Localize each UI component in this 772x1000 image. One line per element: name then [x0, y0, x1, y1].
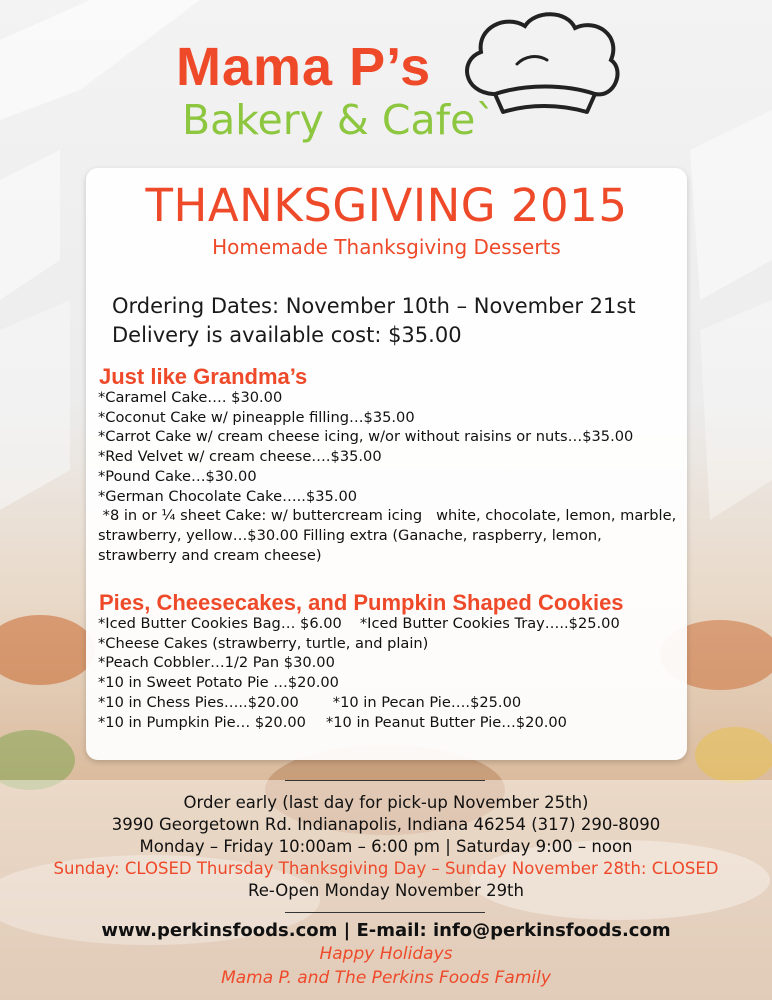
business-hours: Monday – Friday 10:00am – 6:00 pm | Saturday 9:00 – noon — [139, 837, 633, 856]
list-item: *8 in or ¼ sheet Cake: w/ buttercream icing white, chocolate, lemon, marble, strawberry, yellow…$30.00 Filling extra (Ganache, raspberry, lemon, strawberry and cream cheese) — [98, 507, 681, 564]
list-item-text: *Peach Cobbler…1/2 Pan $30.00 — [98, 654, 335, 672]
list-item: *Red Velvet w/ cream cheese….$35.00 — [98, 448, 382, 466]
list-item — [98, 693, 678, 713]
list-item-text: *10 in Sweet Potato Pie …$20.00 — [98, 674, 339, 692]
list-item — [98, 673, 678, 693]
list-item-text: *10 in Chess Pies…..$20.00 — [98, 693, 299, 711]
brand-header — [0, 0, 772, 165]
list-item-text: *Cheese Cakes (strawberry, turtle, and plain) — [98, 634, 429, 652]
list-item-text: *Iced Butter Cookies Tray…..$25.00 — [359, 615, 620, 632]
section-heading-pies: Pies, Cheesecakes, and Pumpkin Shaped Cookies — [99, 590, 624, 615]
greeting: Happy Holidays — [319, 944, 453, 964]
address: 3990 Georgetown Rd. Indianapolis, Indiana 46254 (317) 290-8090 — [111, 815, 661, 834]
divider — [285, 912, 485, 913]
list-item: *Caramel Cake…. $30.00 — [98, 389, 283, 406]
signature: Mama P. and The Perkins Foods Family — [221, 968, 551, 988]
list-item-text: *Iced Butter Cookies Bag… $6.00 — [98, 615, 342, 632]
list-item-text: *10 in Pecan Pie….$25.00 — [332, 693, 522, 711]
list-item-text: *10 in Pumpkin Pie… $20.00 — [98, 713, 306, 731]
list-item — [98, 713, 678, 733]
chef-hat-icon — [455, 8, 625, 118]
ordering-dates: Ordering Dates: November 10th – November 21st — [112, 294, 636, 318]
reopen-notice: Re-Open Monday November 29th — [248, 881, 524, 900]
list-item: *Carrot Cake w/ cream cheese icing, w/or without raisins or nuts…$35.00 — [98, 428, 634, 446]
brand-subtitle: Bakery & Cafe` — [182, 96, 496, 144]
ordering-info — [112, 292, 636, 350]
page-title: THANKSGIVING 2015 — [145, 179, 628, 232]
list-item: *German Chocolate Cake…..$35.00 — [98, 487, 358, 505]
cake-list — [98, 388, 681, 565]
delivery-cost: Delivery is available cost: $35.00 — [112, 323, 462, 347]
list-item: *Pound Cake…$30.00 — [98, 467, 257, 485]
list-item: *Coconut Cake w/ pineapple filling…$35.00 — [98, 408, 415, 426]
order-early-note: Order early (last day for pick-up November 25th) — [183, 793, 589, 812]
list-item — [98, 653, 678, 673]
list-item-text: *10 in Peanut Butter Pie…$20.00 — [325, 713, 567, 731]
section-heading-grandmas: Just like Grandma’s — [99, 364, 308, 389]
menu-card — [86, 168, 687, 760]
closure-notice: Sunday: CLOSED Thursday Thanksgiving Day – Sunday November 28th: CLOSED — [53, 859, 719, 878]
divider — [285, 780, 485, 781]
page-subtitle: Homemade Thanksgiving Desserts — [212, 235, 561, 259]
list-item — [98, 634, 678, 654]
list-item — [98, 614, 678, 634]
pie-list — [98, 614, 678, 732]
contact-line: www.perkinsfoods.com | E-mail: info@perkinsfoods.com — [101, 920, 671, 941]
brand-name: Mama P’s — [176, 37, 432, 97]
